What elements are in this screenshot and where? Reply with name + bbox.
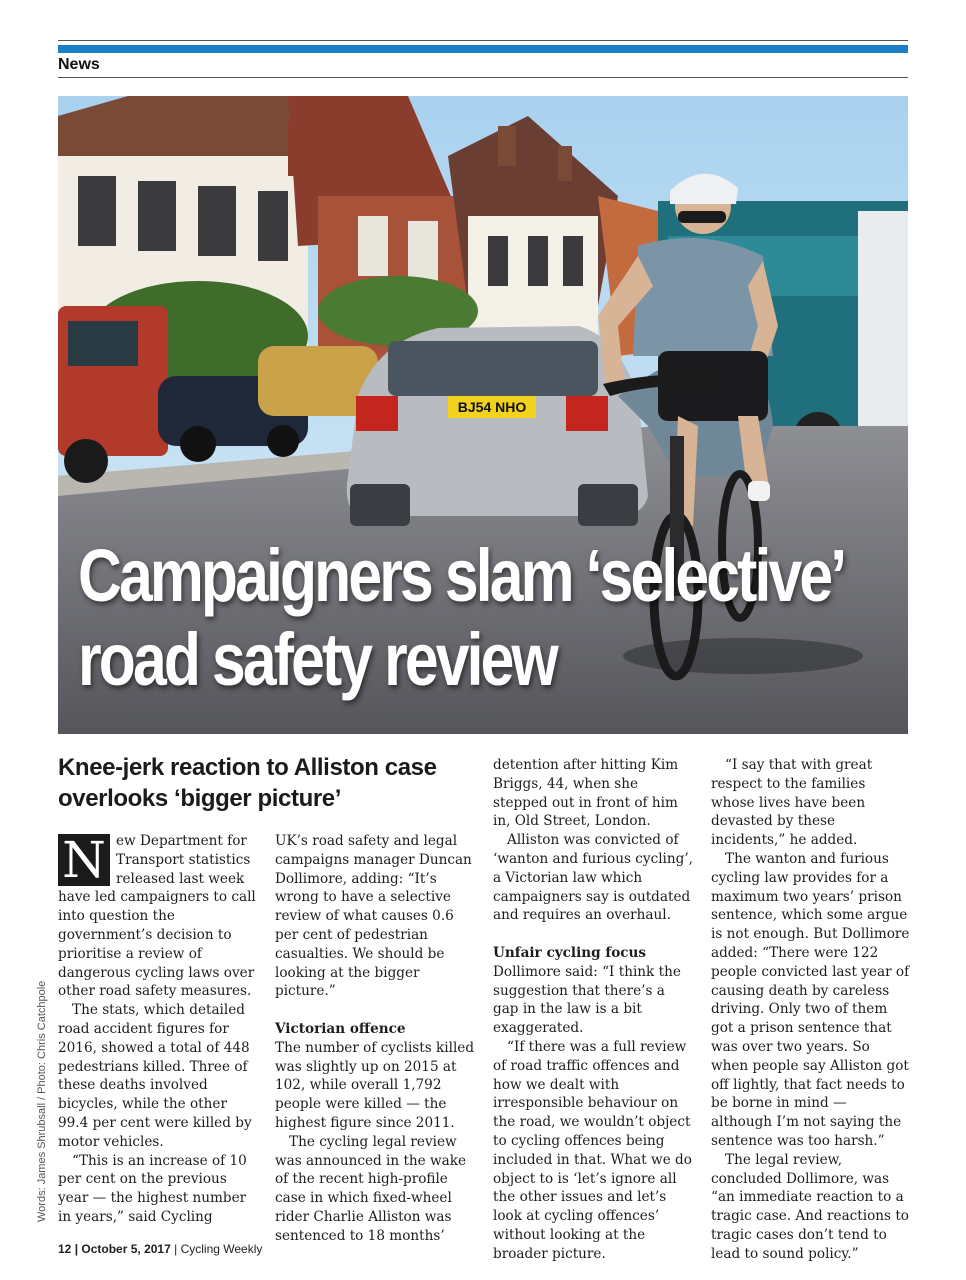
number-plate: BJ54 NHO <box>457 399 527 415</box>
page-number: 12 <box>58 1242 72 1256</box>
paragraph: The stats, which detailed road accident figures for 2016, showed a total of 448 pedestrians killed. Three of these deaths involved bicycles, while the other 99.4 per cent were killed by motor vehicles. <box>58 1002 252 1150</box>
sub-headline: Knee-jerk reaction to Alliston case overlooks ‘bigger picture’ <box>58 754 437 812</box>
publication-name: Cycling Weekly <box>180 1242 263 1256</box>
article-column-4 <box>711 756 911 1264</box>
section-label: News <box>58 56 100 73</box>
crosshead: Unfair cycling focus <box>493 944 647 961</box>
article-column-1 <box>58 832 258 1227</box>
headline-line-1: Campaigners slam ‘selective’ <box>78 534 845 617</box>
photo-credit: Words: James Shrubsall / Photo: Chris Catchpole <box>36 980 48 1222</box>
drop-cap: N <box>58 834 110 886</box>
paragraph: Alliston was convicted of ‘wanton and furious cycling’, a Victorian law which campaigners say is outdated and requires an overhaul. <box>493 832 693 924</box>
section-color-bar <box>58 45 908 53</box>
paragraph: “I say that with great respect to the families whose lives have been devasted by these incidents,” he added. <box>711 757 873 849</box>
hero-photo <box>58 96 908 734</box>
headline <box>78 534 845 702</box>
paragraph: The wanton and furious cycling law provides for a maximum two years’ prison sentence, which some argue is not enough. But Dollimore added: “There were 122 people convicted last year of causing death by careless driving. Only two of them got a prison sentence that was over two years. So when people say Alliston got off lightly, that fact needs to be borne in mind — although I’m not saying the sentence was too harsh.” <box>711 850 910 1149</box>
section-rule <box>58 77 908 78</box>
paragraph: detention after hitting Kim Briggs, 44, when she stepped out in front of him in, Old Street, London. <box>493 757 679 830</box>
top-rule <box>58 40 908 41</box>
page-footer: 12 | October 5, 2017 | Cycling Weekly <box>58 1242 263 1256</box>
paragraph: UK’s road safety and legal campaigns manager Duncan Dollimore, adding: “It’s wrong to have a selective review of what causes 0.6 per cent of pedestrian casualties. We should be looking at the bigger picture.” <box>275 833 472 1000</box>
article-column-3 <box>493 756 693 1264</box>
paragraph: The number of cyclists killed was slightly up on 2015 at 102, while overall 1,792 people were killed — the highest figure since 2011. <box>275 1039 475 1131</box>
paragraph: Dollimore said: “I think the suggestion that there’s a gap in the law is a bit exaggerated. <box>493 963 681 1037</box>
paragraph: The legal review, concluded Dollimore, was “an immediate reaction to a tragic case. And reactions to tragic cases don’t tend to lead to sound policy.” <box>711 1151 909 1262</box>
paragraph: “If there was a full review of road traffic offences and how we dealt with irresponsible behaviour on the road, we wouldn’t object to cycling offences being included in that. What we do object to is ‘let’s ignore all the other issues and let’s look at cycling offences’ without looking at the broader picture. <box>493 1038 692 1262</box>
issue-date: October 5, 2017 <box>81 1242 171 1256</box>
paragraph: “This is an increase of 10 per cent on the previous year — the highest number in years,” said Cycling <box>58 1152 247 1225</box>
paragraph: The cycling legal review was announced in the wake of the recent high-profile case in which fixed-wheel rider Charlie Alliston was sentenced to 18 months’ <box>275 1133 467 1244</box>
headline-line-2: road safety review <box>78 618 556 701</box>
crosshead: Victorian offence <box>275 1020 406 1037</box>
paragraph: ew Department for Transport statistics released last week have led campaigners to call into question the government’s decision to prioritise a review of dangerous cycling laws over other road safety measures. <box>58 833 256 1000</box>
article-column-2 <box>275 832 475 1246</box>
